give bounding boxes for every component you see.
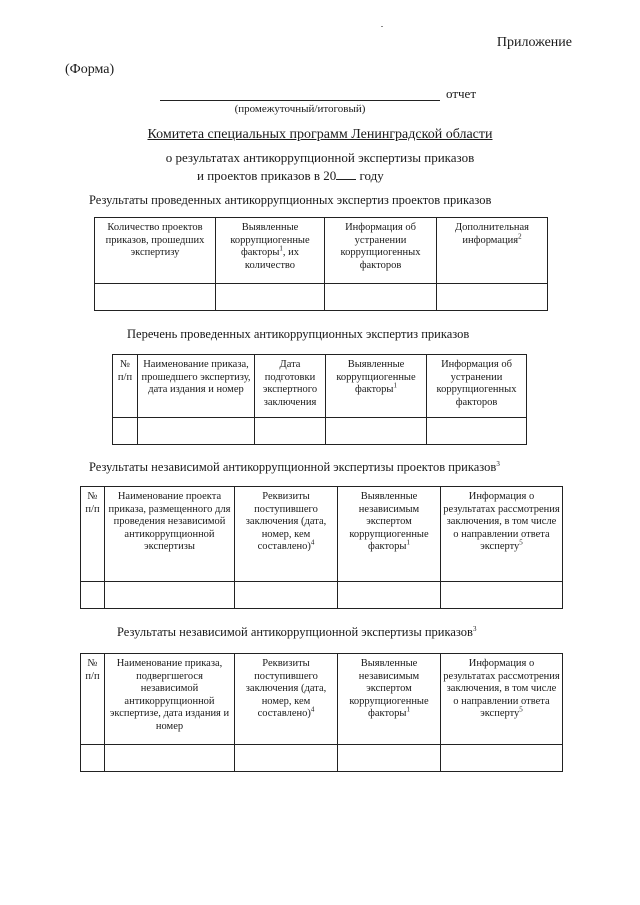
- column-header: № п/п: [81, 487, 105, 582]
- table-row: [81, 745, 563, 772]
- section4-table: [80, 653, 563, 772]
- section3-table: [80, 486, 563, 609]
- table-row: [81, 582, 563, 609]
- input-cell[interactable]: [113, 418, 138, 445]
- column-header: Информация об устранении коррупциогенных факторов: [325, 218, 437, 284]
- input-cell[interactable]: [437, 284, 548, 311]
- column-header: Реквизиты поступившего заключения (дата, номер, кем составлено)$^4$: [235, 654, 338, 745]
- column-header: Наименование приказа, подвергшегося независимой антикоррупционной экспертизе, дата издания и номер: [105, 654, 235, 745]
- column-header: № п/п: [113, 355, 138, 418]
- input-cell[interactable]: [105, 582, 235, 609]
- input-cell[interactable]: [235, 745, 338, 772]
- column-header: Наименование приказа, прошедшего экспертизу, дата издания и номер: [138, 355, 255, 418]
- table-header-row: [113, 355, 527, 418]
- column-header: Дополнительная информация$^2$: [437, 218, 548, 284]
- table-row: [95, 284, 548, 311]
- report-type-hint: (промежуточный/итоговый): [234, 103, 366, 115]
- section4-title: Результаты независимой антикоррупционной экспертизы приказов$^3$: [117, 624, 477, 639]
- input-cell[interactable]: [255, 418, 326, 445]
- column-header: Информация о результатах рассмотрения заключения, в том числе о направлении ответа эксперту$^5$: [441, 654, 563, 745]
- table-header-row: [81, 487, 563, 582]
- input-cell[interactable]: [95, 284, 216, 311]
- report-type-blank-line: [160, 100, 440, 101]
- input-cell[interactable]: [235, 582, 338, 609]
- section1-table: [94, 217, 548, 311]
- column-header: Количество проектов приказов, прошедших экспертизу: [95, 218, 216, 284]
- input-cell[interactable]: [441, 745, 563, 772]
- section2-table: [112, 354, 527, 445]
- scan-speck: [381, 26, 383, 27]
- section3-title: Результаты независимой антикоррупционной экспертизы проектов приказов$^3$: [89, 459, 500, 474]
- report-word: отчет: [446, 86, 476, 101]
- section1-title: Результаты проведенных антикоррупционных экспертиз проектов приказов: [89, 193, 492, 207]
- committee-name: Комитета специальных программ Ленинградской области: [147, 127, 493, 142]
- input-cell[interactable]: [81, 745, 105, 772]
- column-header: Выявленные независимым экспертом коррупциогенные факторы$^1$: [338, 487, 441, 582]
- table-row: [113, 418, 527, 445]
- year-blank: [336, 167, 356, 180]
- column-header: № п/п: [81, 654, 105, 745]
- table-header-row: [81, 654, 563, 745]
- column-header: Выявленные коррупциогенные факторы$^1$: [326, 355, 427, 418]
- form-label: (Форма): [65, 62, 115, 77]
- column-header: Дата подготовки экспертного заключения: [255, 355, 326, 418]
- input-cell[interactable]: [326, 418, 427, 445]
- column-header: Выявленные независимым экспертом коррупциогенные факторы$^1$: [338, 654, 441, 745]
- section2-title: Перечень проведенных антикоррупционных экспертиз приказов: [127, 327, 470, 341]
- input-cell[interactable]: [325, 284, 437, 311]
- input-cell[interactable]: [81, 582, 105, 609]
- input-cell[interactable]: [427, 418, 527, 445]
- input-cell[interactable]: [216, 284, 325, 311]
- input-cell[interactable]: [338, 582, 441, 609]
- column-header: Информация о результатах рассмотрения заключения, в том числе о направлении ответа эксперту$^5$: [441, 487, 563, 582]
- input-cell[interactable]: [441, 582, 563, 609]
- input-cell[interactable]: [138, 418, 255, 445]
- column-header: Информация об устранении коррупциогенных факторов: [427, 355, 527, 418]
- table-header-row: [95, 218, 548, 284]
- column-header: Реквизиты поступившего заключения (дата, номер, кем составлено)$^4$: [235, 487, 338, 582]
- report-title-line1: о результатах антикоррупционной экспертизы приказов: [165, 150, 475, 165]
- column-header: Выявленные коррупциогенные факторы$^1$, их количество: [216, 218, 325, 284]
- report-title-line2: и проектов приказов в 20 году: [197, 168, 384, 183]
- input-cell[interactable]: [105, 745, 235, 772]
- input-cell[interactable]: [338, 745, 441, 772]
- column-header: Наименование проекта приказа, размещенного для проведения независимой антикоррупционной экспертизы: [105, 487, 235, 582]
- appendix-label: Приложение: [496, 35, 572, 50]
